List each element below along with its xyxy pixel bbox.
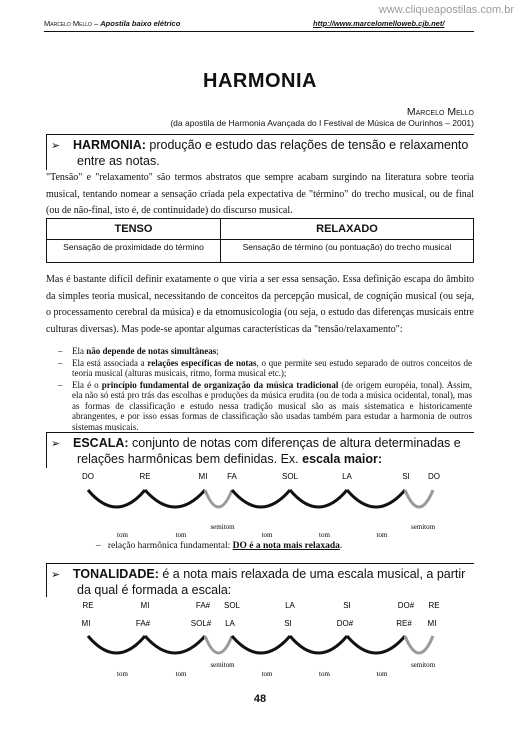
author: Marcelo Mello [406, 106, 474, 118]
source-reference: (da apostila de Harmonia Avançada do I Festival de Música de Ourinhos – 2001) [170, 118, 474, 128]
scale-arc [232, 636, 290, 653]
interval-label: tom [261, 531, 273, 539]
scale-arc [405, 490, 433, 507]
scale-arc [205, 636, 232, 653]
definition-text-cont: relações harmônicas bem definidas. Ex. escala maior: [77, 452, 383, 466]
list-item: – Ela é o princípio fundamental de organização da música tradicional (de origem européia, tonal). Assim, ela não só está pro trás das escolhas e produções da música erudita (ou de toda a música ocidental, tonal), mas as formas de classificação e estudo nessa tradição musical são as mais sistematica e historicamente abrangentes, e por isso essas formas de classificação são usadas também para estudar a harmonia de outros sistemas musicais. [58, 380, 472, 433]
definition-text: conjunto de notas com diferenças de altura determinadas e [128, 436, 461, 450]
definition-text-cont: entre as notas. [77, 154, 160, 168]
note-label-row2: MI [427, 619, 437, 628]
interval-label: tom [376, 531, 388, 539]
term: TONALIDADE: [73, 567, 159, 581]
note-label: SOL [281, 472, 299, 481]
scale-arc [145, 490, 205, 507]
table-header-tenso: TENSO [47, 219, 221, 240]
note-label-row2: DO# [336, 619, 354, 628]
tonality-scale-diagram [60, 596, 460, 680]
list-item: – Ela está associada a relações específicas de notas, o que permite seu estudo separado de outros conceitos de teoria musical (alturas musicais, ritmo, forma musical etc.); [58, 358, 472, 379]
scale-arc [290, 490, 347, 507]
page-number: 48 [253, 693, 267, 705]
note-label-row2: SI [284, 619, 292, 628]
note-label: SI [402, 472, 410, 481]
definition-text: produção e estudo das relações de tensão e relaxamento [145, 138, 469, 152]
major-scale-diagram [60, 466, 460, 540]
definition-text-cont: da qual é formada a escala: [77, 583, 232, 597]
scale-arc [347, 490, 405, 507]
note-label: DO [82, 472, 94, 481]
scale-arc [290, 636, 347, 653]
table-header-relaxado: RELAXADO [220, 219, 473, 240]
note-label-row1: MI [140, 601, 150, 610]
definition-text: é a nota mais relaxada de uma escala musical, a partir [158, 567, 466, 581]
header-rule [44, 31, 474, 32]
interval-label: tom [319, 670, 330, 678]
interval-label: semitom [410, 523, 436, 531]
paragraph-definicao: Mas é bastante difícil definir exatamente o que viria a ser essa sensação. Essa definição escapa do âmbito da simples teoria musical, necessitando de conceitos da percepção musical, de cognição musical (ou seja, o processamento cerebral da música) e da etnomusicologia (ou seja, o estudo das diferenças musicais entre culturas diversas). Mas pode-se apontar algumas características da "tensão/relaxamento": [46, 274, 474, 335]
scale-arc [88, 490, 145, 507]
note-label-row2: SOL# [190, 619, 212, 628]
note-label-row2: MI [81, 619, 91, 628]
scale-arc [405, 636, 433, 653]
note-label-row2: RE# [396, 619, 412, 628]
note-label-row2: LA [225, 619, 235, 628]
term: HARMONIA: [73, 138, 146, 152]
note-label-row1: SOL [223, 601, 241, 610]
characteristics-list [58, 346, 472, 433]
page-title: HARMONIA [203, 70, 317, 92]
definition-box-harmonia [46, 134, 474, 170]
header-doc: Apostila baixo elétrico [100, 19, 181, 28]
note-label-row1: RE [428, 601, 440, 610]
interval-label: semitom [210, 523, 235, 531]
definition-box-escala [46, 432, 474, 468]
interval-label: tom [319, 531, 330, 539]
interval-label: semitom [410, 661, 436, 669]
note-label: LA [342, 472, 352, 481]
scale-arc [145, 636, 205, 653]
note-label: RE [139, 472, 151, 481]
note-label: DO [428, 472, 440, 481]
tension-table [46, 218, 474, 263]
term: ESCALA: [73, 436, 129, 450]
header-author: Marcelo Mello – [44, 19, 101, 28]
fundamental-note: – relação harmônica fundamental: DO é a nota mais relaxada. [96, 541, 343, 551]
scale-arc [347, 636, 405, 653]
table-cell-relaxado: Sensação de término (ou pontuação) do trecho musical [220, 240, 473, 263]
interval-label: tom [376, 670, 388, 678]
interval-label: tom [117, 670, 128, 678]
interval-label: tom [261, 670, 273, 678]
header-url[interactable]: http://www.marcelomelloweb.cjb.net/ [313, 19, 445, 28]
interval-label: tom [117, 531, 128, 539]
note-label-row1: FA# [195, 601, 211, 610]
arrow-icon: ➢ [51, 438, 61, 450]
note-label-row1: DO# [397, 601, 415, 610]
list-item: – Ela não depende de notas simultâneas; [58, 346, 472, 357]
watermark: www.cliqueapostilas.com.br [378, 4, 514, 16]
scale-arc [205, 490, 232, 507]
note-label: FA [227, 472, 237, 481]
note-label-row1: SI [343, 601, 351, 610]
arrow-icon: ➢ [51, 140, 61, 152]
scale-arc [88, 636, 145, 653]
table-cell-tenso: Sensação de proximidade do término [47, 240, 221, 263]
note-label-row1: LA [285, 601, 295, 610]
header-left [44, 19, 180, 28]
paragraph-tensao: "Tensão" e "relaxamento" são termos abstratos que sempre acabam surgindo na literatura sobre teoria musical, tentando nomear a sensação criada pela expectativa de "término" do trecho musical, ou de final (ou de não-final, isto é, de continuidade) do discurso musical. [46, 172, 474, 216]
scale-arc [232, 490, 290, 507]
interval-label: tom [175, 531, 187, 539]
interval-label: semitom [210, 661, 235, 669]
interval-label: tom [175, 670, 187, 678]
arrow-icon: ➢ [51, 569, 61, 581]
note-label-row2: FA# [135, 619, 151, 628]
definition-box-tonalidade [46, 563, 474, 597]
note-label: MI [198, 472, 208, 481]
note-label-row1: RE [82, 601, 94, 610]
